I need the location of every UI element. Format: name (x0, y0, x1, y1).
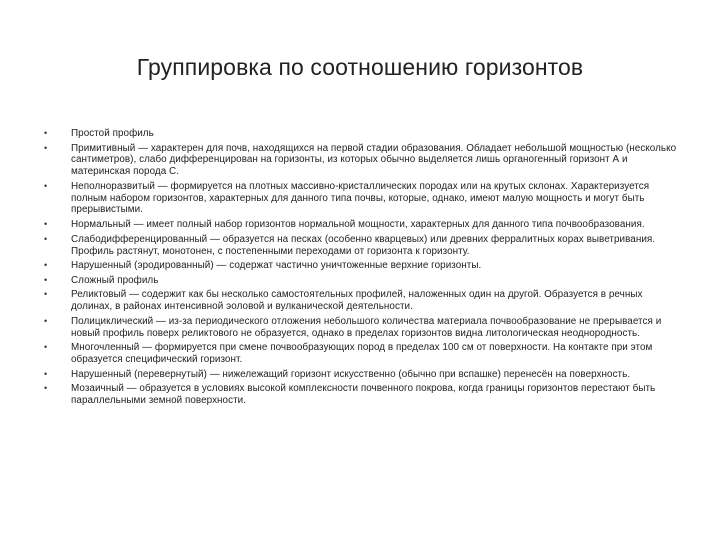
bullet-icon: • (44, 342, 48, 353)
list-item (44, 289, 684, 313)
bullet-icon: • (44, 315, 48, 326)
list-item-text: Нарушенный (перевернутый) — нижележащий горизонт искусственно (обычно при вспашке) перенесён на поверхность. (71, 368, 631, 380)
bullet-icon: • (44, 289, 48, 300)
list-item-text: Мозаичный — образуется в условиях высокой комплексности почвенного покрова, когда границы горизонтов перестают быть параллельными земной поверхности. (71, 383, 656, 407)
bullet-icon: • (44, 260, 48, 271)
slide-title: Группировка по соотношению горизонтов (136, 54, 584, 80)
list-item-text: Неполноразвитый — формируется на плотных массивно-кристаллических породах или на крутых склонах. Характеризуется полным набором горизонтов, характерных для данного типа почвы, которые, однако, имеют малую мощность и могут быть прерывистыми. (71, 180, 650, 216)
bullet-icon: • (44, 383, 48, 394)
list-item (44, 181, 684, 216)
list-item (44, 234, 684, 258)
list-item (44, 219, 684, 231)
bullet-icon: • (44, 128, 48, 138)
list-item (44, 260, 684, 272)
list-item-text: Полициклический — из-за периодического отложения небольшого количества материала почвообразование не прерывается и новый профиль поверх реликтового не образуется, однако в пределах горизонтов видна литологическая неоднородность. (71, 315, 662, 339)
list-item (44, 342, 684, 366)
bullet-list (44, 128, 684, 410)
list-item (44, 275, 684, 287)
list-item (44, 369, 684, 381)
bullet-icon: • (44, 142, 48, 153)
list-item-text: Примитивный — характерен для почв, находящихся на первой стадии образования. Обладает небольшой мощностью (несколько сантиметров), слабо дифференцирован на горизонты, из которых обычно выделяется лишь органогенный горизонт А и материнская порода С. (71, 142, 677, 178)
list-item (44, 383, 684, 407)
bullet-icon: • (44, 368, 48, 379)
bullet-icon: • (44, 274, 48, 285)
list-item-text: Многочленный — формируется при смене почвообразующих пород в пределах 100 см от поверхности. На контакте при этом образуется специфический горизонт. (71, 342, 653, 366)
list-item-text: Нарушенный (эродированный) — содержат частично уничтоженные верхние горизонты. (71, 260, 482, 272)
list-item-text: Реликтовый — содержит как бы несколько самостоятельных профилей, наложенных один на другой. Образуется в речных долинах, в районах интенсивной эоловой и вулканической деятельности. (71, 289, 643, 313)
list-item-text: Нормальный — имеет полный набор горизонтов нормальной мощности, характерных для данного типа почвообразования. (71, 219, 645, 231)
bullet-icon: • (44, 233, 48, 244)
bullet-icon: • (44, 219, 48, 230)
list-item (44, 143, 684, 178)
bullet-icon: • (44, 180, 48, 191)
list-item (44, 316, 684, 340)
list-item-text: Слабодифференцированный — образуется на песках (особенно кварцевых) или древних ферралитных корах выветривания. Профиль растянут, монотонен, с постепенными переходами от горизонта к горизонту. (71, 233, 656, 257)
list-item-text: Сложный профиль (71, 274, 159, 286)
list-item (44, 128, 684, 140)
list-item-text: Простой профиль (71, 128, 154, 139)
